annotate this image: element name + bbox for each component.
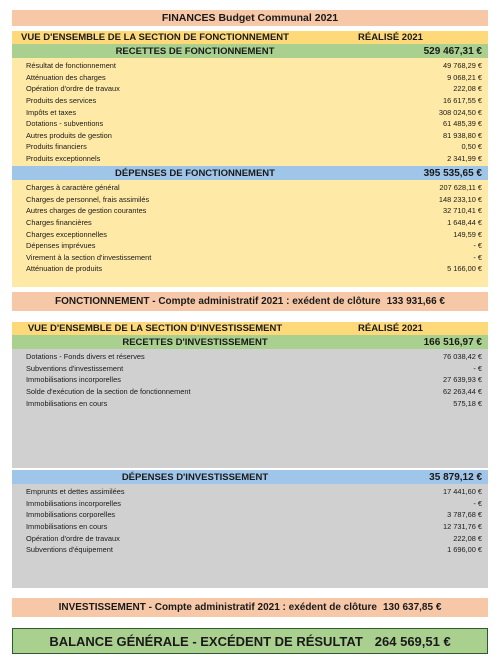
table-row: Opération d'ordre de travaux 222,08 €: [26, 533, 482, 543]
recettes-investissement-total: 166 516,97 €: [423, 336, 482, 348]
investissement-heading-label: VUE D'ENSEMBLE DE LA SECTION D'INVESTISSEMENT: [27, 323, 283, 334]
table-row: Impôts et taxes 308 024,50 €: [26, 107, 482, 117]
depenses-fonctionnement-label: DÉPENSES DE FONCTIONNEMENT: [115, 167, 275, 179]
depenses-investissement-label: DÉPENSES D'INVESTISSEMENT: [121, 471, 269, 483]
depenses-fonctionnement-header: [12, 166, 488, 180]
recettes-investissement-label: RECETTES D'INVESTISSEMENT: [122, 336, 268, 348]
table-row: Autres charges de gestion courantes 32 710,41 €: [26, 206, 482, 216]
recettes-fonctionnement-total: 529 467,31 €: [423, 45, 482, 57]
table-row: Emprunts et dettes assimilées 17 441,60 €: [26, 487, 482, 497]
table-row: Charges exceptionnelles 149,59 €: [26, 229, 482, 239]
investissement-heading: [12, 322, 488, 335]
table-row: Produits financiers 0,50 €: [26, 142, 482, 152]
fonctionnement-heading-label: VUE D'ENSEMBLE DE LA SECTION DE FONCTIONNEMENT: [21, 32, 289, 43]
page-title: [12, 10, 488, 26]
table-row: Virement à la section d'investissement - €: [26, 252, 482, 262]
table-row: Produits exceptionnels 2 341,99 €: [26, 154, 482, 164]
page-title-text: FINANCES Budget Communal 2021: [161, 12, 339, 24]
fonctionnement-summary: [12, 292, 488, 311]
fonctionnement-summary-value: 133 931,66 €: [386, 296, 445, 307]
table-row: Atténuation des charges 9 068,21 €: [26, 72, 482, 82]
fonctionnement-summary-label: FONCTIONNEMENT - Compte administratif 2021 : exédent de clôture: [55, 296, 381, 307]
balance-generale: [12, 628, 488, 654]
recettes-investissement-list: [12, 349, 488, 468]
investissement-section: [12, 322, 488, 468]
table-row: Charges à caractère général 207 628,11 €: [26, 183, 482, 193]
recettes-investissement-header: [12, 335, 488, 349]
recettes-fonctionnement-header: [12, 44, 488, 58]
table-row: Immobilisations incorporelles 27 639,93 €: [26, 375, 482, 385]
depenses-investissement-header: [12, 470, 488, 484]
recettes-fonctionnement-label: RECETTES DE FONCTIONNEMENT: [115, 45, 275, 57]
table-row: Charges de personnel, frais assimilés 148 233,10 €: [26, 194, 482, 204]
table-row: Dépenses imprévues - €: [26, 241, 482, 251]
investissement-summary-label: INVESTISSEMENT - Compte administratif 2021 : exédent de clôture: [58, 602, 377, 613]
depenses-fonctionnement-list: [12, 180, 488, 287]
investissement-summary-value: 130 637,85 €: [383, 602, 442, 613]
table-row: Immobilisations en cours 12 731,76 €: [26, 522, 482, 532]
depenses-investissement-section: [12, 470, 488, 588]
table-row: Immobilisations en cours 575,18 €: [26, 398, 482, 408]
table-row: Dotations - subventions 61 485,39 €: [26, 119, 482, 129]
investissement-summary: [12, 598, 488, 617]
table-row: Atténuation de produits 5 166,00 €: [26, 264, 482, 274]
recettes-fonctionnement-list: [12, 58, 488, 166]
depenses-investissement-total: 35 879,12 €: [429, 471, 482, 483]
depenses-investissement-list: [12, 484, 488, 588]
table-row: Charges financières 1 648,44 €: [26, 218, 482, 228]
depenses-fonctionnement-total: 395 535,65 €: [423, 167, 482, 179]
table-row: Produits des services 16 617,55 €: [26, 96, 482, 106]
fonctionnement-realise-label: RÉALISÉ 2021: [358, 32, 423, 43]
fonctionnement-section: [12, 31, 488, 287]
table-row: Subventions d'équipement 1 696,00 €: [26, 545, 482, 555]
table-row: Résultat de fonctionnement 49 768,29 €: [26, 61, 482, 71]
table-row: Opération d'ordre de travaux 222,08 €: [26, 84, 482, 94]
table-row: Dotations - Fonds divers et réserves 76 038,42 €: [26, 352, 482, 362]
table-row: Immobilisations incorporelles - €: [26, 498, 482, 508]
table-row: Solde d'exécution de la section de fonctionnement 62 263,44 €: [26, 387, 482, 397]
table-row: Immobilisations corporelles 3 787,68 €: [26, 510, 482, 520]
balance-value: 264 569,51 €: [374, 633, 451, 649]
table-row: Autres produits de gestion 81 938,80 €: [26, 130, 482, 140]
table-row: Subventions d'investissement - €: [26, 363, 482, 373]
balance-label: BALANCE GÉNÉRALE - EXCÉDENT DE RÉSULTAT: [49, 633, 363, 649]
fonctionnement-heading: [12, 31, 488, 44]
investissement-realise-label: RÉALISÉ 2021: [358, 323, 423, 334]
